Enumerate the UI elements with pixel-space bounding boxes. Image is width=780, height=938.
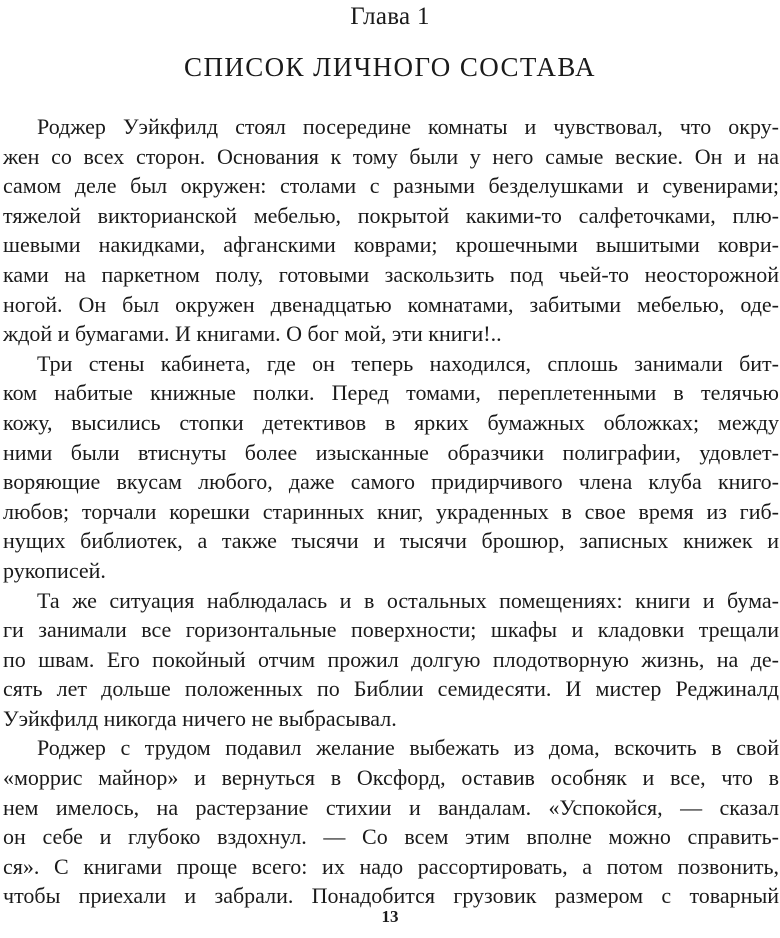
page-number: 13 — [381, 907, 399, 926]
text-line: ком набитые книжные полки. Перед томами, переплетенными в телячью — [3, 380, 779, 406]
paragraph — [3, 733, 779, 911]
text-line: ждой и бумагами. И книгами. О бог мой, эти книги!.. — [3, 321, 502, 347]
text-line: Роджер Уэйкфилд стоял посередине комнаты и чувствовал, что окру- — [37, 114, 779, 139]
text-line: Три стены кабинета, где он теперь находился, сплошь занимали бит- — [37, 350, 779, 376]
text-line: Уэйкфилд никогда ничего не выбрасывал. — [3, 705, 397, 731]
text-line: он себе и глубоко вздохнул. — Со всем этим вполне можно справить- — [3, 824, 779, 850]
text-line: ги занимали все горизонтальные поверхности; шкафы и кладовки трещали — [3, 617, 779, 643]
chapter-title: СПИСОК ЛИЧНОГО СОСТАВА — [184, 52, 596, 82]
body-text — [3, 112, 779, 911]
text-line: кожу, высились стопки детективов в ярких бумажных обложках; между — [3, 409, 779, 435]
text-line: ками на паркетном полу, готовыми заскользить под чьей-то неосторожной — [3, 261, 779, 287]
text-line: Та же ситуация наблюдалась и в остальных помещениях: книги и бума- — [37, 587, 779, 613]
paragraph — [3, 349, 779, 586]
text-line: сять лет дольше положенных по Библии семидесяти. И мистер Реджиналд — [3, 676, 779, 702]
text-line: чтобы приехали и забрали. Понадобится грузовик размером с товарный — [3, 883, 779, 909]
text-line: тяжелой викторианской мебелью, покрытой какими-то салфеточками, плю- — [3, 202, 779, 228]
text-line: нущих библиотек, а также тысячи и тысячи брошюр, записных книжек и — [3, 528, 779, 554]
text-line: ними были втиснуты более изысканные образчики полиграфии, удовлет- — [3, 439, 779, 465]
text-line: жен со всех сторон. Основания к тому были у него самые веские. Он и на — [3, 143, 779, 169]
text-line: ногой. Он был окружен двенадцатью комнатами, забитыми мебелью, оде- — [3, 291, 779, 317]
text-line: по швам. Его покойный отчим прожил долгую плодотворную жизнь, на де- — [3, 646, 779, 672]
text-line: самом деле был окружен: столами с разными безделушками и сувенирами; — [3, 173, 779, 199]
text-line: шевыми накидками, афганскими коврами; крошечными вышитыми коври- — [3, 232, 779, 258]
text-line: нем имелось, на растерзание стихии и вандалам. «Успокойся, — сказал — [3, 794, 779, 820]
text-line: рукописей. — [3, 557, 106, 583]
text-line: Роджер с трудом подавил желание выбежать из дома, вскочить в свой — [37, 735, 779, 761]
paragraph — [3, 586, 779, 734]
paragraph — [3, 112, 779, 349]
text-line: любов; торчали корешки старинных книг, украденных в свое время из гиб- — [3, 498, 779, 524]
text-line: воряющие вкусам любого, даже самого придирчивого члена клуба книго- — [3, 469, 779, 495]
text-line: ся». С книгами проще всего: их надо рассортировать, а потом позвонить, — [3, 853, 779, 879]
chapter-number: Глава 1 — [350, 3, 430, 30]
text-line: «моррис майнор» и вернуться в Оксфорд, оставив особняк и все, что в — [3, 765, 779, 791]
